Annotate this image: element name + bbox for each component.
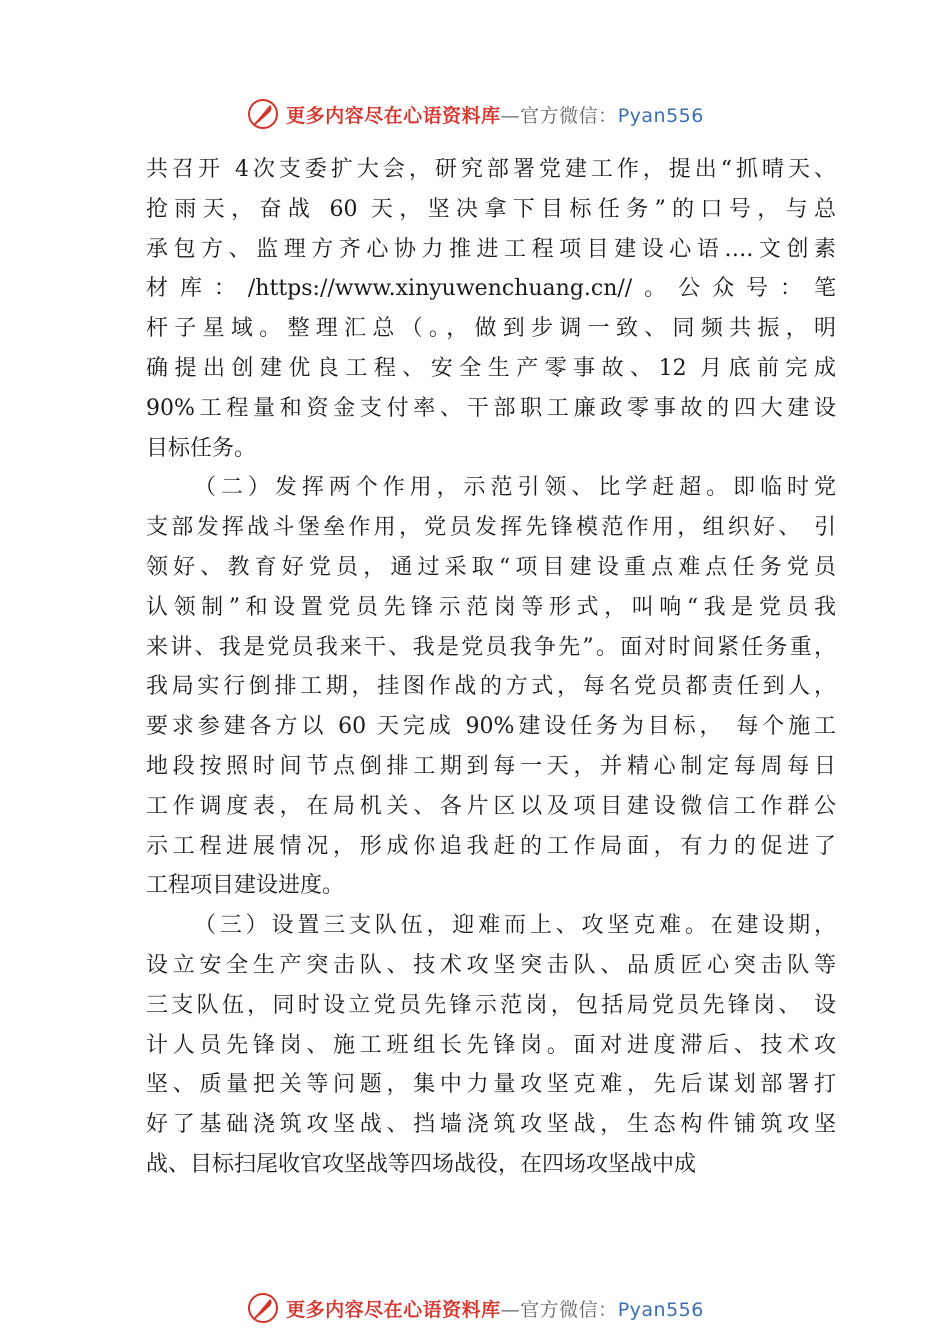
header-banner <box>0 94 950 134</box>
body-line: 认领制”和设置党员先锋示范岗等形式，叫响“我是党员我 <box>146 594 836 620</box>
body-line: 承包方、监理方齐心协力推进工程项目建设心语….文创素 <box>146 236 836 262</box>
body-line: 设立安全生产突击队、技术攻坚突击队、品质匠心突击队等 <box>146 952 836 978</box>
body-line: 计人员先锋岗、施工班组长先锋岗。面对进度滞后、技术攻 <box>146 1032 836 1058</box>
body-line: 领好、教育好党员，通过采取“项目建设重点难点任务党员 <box>146 554 836 580</box>
body-line: 示工程进展情况，形成你追我赶的工作局面，有力的促进了 <box>146 833 836 859</box>
banner-text <box>286 101 704 128</box>
footer-banner <box>0 1288 950 1328</box>
body-line: 共召开 4次支委扩大会，研究部署党建工作，提出“抓晴天、 <box>146 157 836 182</box>
banner-main-text: 更多内容尽在心语资料库 <box>286 104 501 127</box>
body-line: 地段按照时间节点倒排工期到每一天，并精心制定每周每日 <box>146 753 836 779</box>
body-line: 要求参建各方以 60 天完成 90%建设任务为目标， 每个施工 <box>146 714 836 740</box>
banner-wechat-label: 官方微信： <box>520 1298 618 1321</box>
feather-pen-logo-icon <box>246 97 280 131</box>
body-line: 目标任务。 <box>146 435 257 461</box>
banner-dash: — <box>500 104 521 127</box>
body-line: 工程项目建设进度。 <box>146 873 345 899</box>
body-line: 好了基础浇筑攻坚战、挡墙浇筑攻坚战，生态构件铺筑攻坚 <box>146 1112 836 1138</box>
body-line: 抢雨天，奋战 60 天，坚决拿下目标任务”的口号，与总 <box>146 196 836 222</box>
section-heading-line: （三）设置三支队伍，迎难而上、攻坚克难。在建设期， <box>194 913 836 939</box>
body-line: 坚、质量把关等问题，集中力量攻坚克难，先后谋划部署打 <box>146 1072 836 1098</box>
feather-pen-logo-icon <box>246 1291 280 1325</box>
body-line: 材库：/https://www.xinyuwenchuang.cn//。公众号：笔 <box>146 276 836 302</box>
banner-dash: — <box>500 1298 521 1321</box>
body-line: 我局实行倒排工期，挂图作战的方式，每名党员都责任到人， <box>146 674 836 700</box>
body-line: 战、目标扫尾收官攻坚战等四场战役，在四场攻坚战中成 <box>146 1151 697 1177</box>
body-line: 杆子星域。整理汇总（。，做到步调一致、同频共振，明 <box>146 316 836 342</box>
section-heading-line: （二）发挥两个作用，示范引领、比学赶超。即临时党 <box>194 475 836 501</box>
banner-text <box>286 1295 704 1322</box>
body-line: 工作调度表，在局机关、各片区以及项目建设微信工作群公 <box>146 793 836 819</box>
body-line: 三支队伍，同时设立党员先锋示范岗，包括局党员先锋岗、 设 <box>146 992 836 1018</box>
banner-wechat-label: 官方微信： <box>520 104 618 127</box>
banner-main-text: 更多内容尽在心语资料库 <box>286 1298 501 1321</box>
banner-wechat-id: Pyan556 <box>617 104 704 127</box>
document-body <box>146 150 836 1185</box>
body-line: 确提出创建优良工程、安全生产零事故、12 月底前完成 <box>146 355 836 381</box>
body-line: 90%工程量和资金支付率、干部职工廉政零事故的四大建设 <box>146 395 836 421</box>
banner-wechat-id: Pyan556 <box>617 1298 704 1321</box>
body-line: 支部发挥战斗堡垒作用，党员发挥先锋模范作用，组织好、 引 <box>146 515 836 541</box>
body-line: 来讲、我是党员我来干、我是党员我争先”。面对时间紧任务重， <box>146 634 836 660</box>
